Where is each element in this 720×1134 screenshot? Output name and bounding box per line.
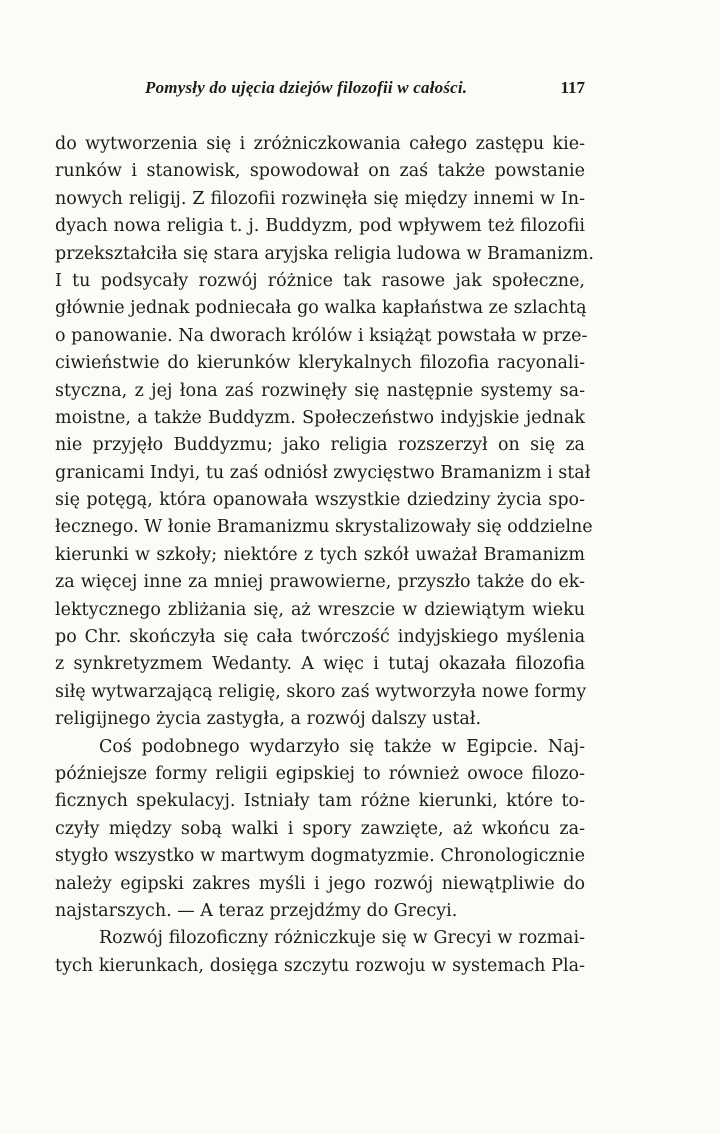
text-line: siłę wytwarzającą religię, skoro zaś wytworzyła nowe formy (55, 681, 587, 702)
text-line: się potęgą, która opanowała wszystkie dziedziny życia spo- (55, 490, 585, 511)
text-line: późniejsze formy religii egipskiej to również owoce filozo- (55, 763, 585, 784)
text-line: dyach nowa religia t. j. Buddyzm, pod wpływem też filozofii (55, 216, 585, 237)
running-title: Pomysły do ujęcia dziejów filozofii w całości. (145, 78, 468, 97)
paragraph-end-line: religijnego życia zastygła, a rozwój dalszy ustał. (55, 709, 482, 730)
body-text (55, 131, 594, 980)
text-line: ciwieństwie do kierunków klerykalnych filozofia racyonali- (55, 353, 585, 374)
text-line: runków i stanowisk, spowodował on zaś także powstanie (55, 161, 585, 182)
text-line: tych kierunkach, dosięga szczytu rozwoju w systemach Pla- (55, 955, 585, 976)
paragraph-start-line: Rozwój filozoficzny różniczkuje się w Grecyi w rozmai- (99, 928, 585, 949)
text-line: przekształciła się stara aryjska religia ludowa w Bramanizm. (55, 243, 594, 264)
page-number: 117 (560, 78, 585, 97)
paragraph-end-line: najstarszych. — A teraz przejdźmy do Grecyi. (55, 900, 458, 921)
text-line: ficznych spekulacyj. Istniały tam różne kierunki, które to- (55, 791, 585, 812)
text-line: I tu podsycały rozwój różnice tak rasowe jak społeczne, (55, 270, 585, 291)
text-line: z synkretyzmem Wedanty. A więc i tutaj okazała filozofia (55, 654, 585, 675)
text-line: nie przyjęło Buddyzmu; jako religia rozszerzył on się za (55, 435, 585, 456)
text-line: granicami Indyi, tu zaś odniósł zwycięstwo Bramanizm i stał (55, 462, 591, 483)
paragraph-start-line: Coś podobnego wydarzyło się także w Egipcie. Naj- (99, 736, 585, 757)
text-line: lektycznego zbliżania się, aż wreszcie w dziewiątym wieku (55, 599, 585, 620)
text-line: należy egipski zakres myśli i jego rozwój niewątpliwie do (55, 873, 585, 894)
text-line: do wytworzenia się i zróżniczkowania całego zastępu kie- (55, 134, 585, 154)
text-line: po Chr. skończyła się cała twórczość indyjskiego myślenia (55, 627, 585, 648)
text-line: styczna, z jej łona zaś rozwinęły się następnie systemy sa- (55, 380, 585, 401)
text-line: kierunki w szkoły; niektóre z tych szkół uważał Bramanizm (55, 544, 585, 565)
text-line: o panowanie. Na dworach królów i książąt powstała w prze- (55, 325, 588, 346)
page-header (55, 78, 585, 108)
text-line: czyły między sobą walki i spory zawzięte, aż wkońcu za- (55, 818, 585, 839)
text-line: moistne, a także Buddyzm. Społeczeństwo indyjskie jednak (55, 407, 585, 428)
text-line: łecznego. W łonie Bramanizmu skrystalizowały się oddzielne (55, 517, 593, 538)
text-line: stygło wszystko w martwym dogmatyzmie. Chronologicznie (55, 846, 585, 867)
text-line: nowych religij. Z filozofii rozwinęła się między innemi w In- (55, 188, 585, 209)
text-line: głównie jednak podniecała go walka kapłaństwa ze szlachtą (55, 298, 587, 319)
text-line: za więcej inne za mniej prawowierne, przyszło także do ek- (55, 572, 585, 593)
